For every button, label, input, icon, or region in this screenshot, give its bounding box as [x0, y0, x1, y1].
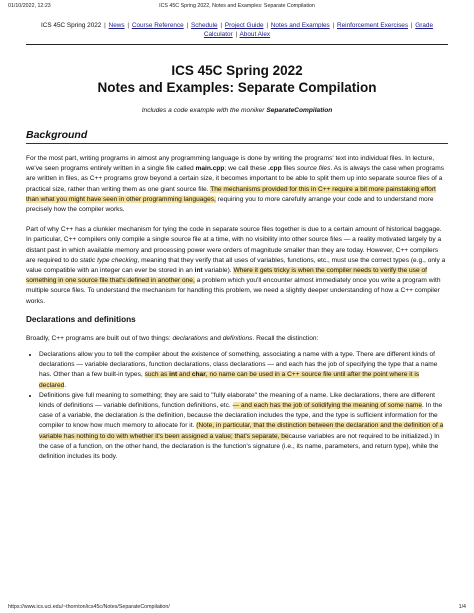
background-paragraph-1: [26, 154, 448, 215]
highlighted-text: — and each has the job of solidifying the meaning of some name: [232, 402, 423, 410]
text-run: and: [177, 371, 192, 379]
declarations-list: [26, 350, 448, 462]
text-run: cause variables are not required to be initialized.) In the case of a function, on the other hand, the declaration is the function's signature (i.e., its name, parameters, and return type), while the definition includes its body.: [39, 432, 440, 461]
code-term: char: [191, 371, 206, 379]
subtitle-moniker: SeparateCompilation: [266, 107, 333, 114]
nav-link-course-reference[interactable]: Course Reference: [131, 22, 184, 29]
text-run: Definitions give full meaning to something; they are said to "fully elaborate" the meaning of a name. Like declarations, there are different kinds of definitions — variable definitions, function definitions, etc.: [39, 391, 436, 410]
nav-link-grade-calculator[interactable]: Grade Calculator: [203, 22, 434, 38]
page-subtitle: [26, 107, 448, 114]
list-item-declarations: [39, 350, 448, 391]
background-paragraph-2: [26, 225, 448, 307]
highlighted-text: Where it gets tricky is when the compiler needs to verify the use of something in one source file that's defined in another one,: [26, 267, 427, 285]
print-header: [8, 3, 466, 9]
emphasis-term: definitions: [222, 334, 253, 342]
nav-link-about-alex[interactable]: About Alex: [239, 31, 271, 38]
print-page-number: 1/4: [458, 604, 466, 610]
text-run: Broadly, C++ programs are built out of two things:: [26, 334, 173, 342]
nav-link-project-guide[interactable]: Project Guide: [224, 22, 264, 29]
section-heading-background: Background: [26, 129, 448, 144]
print-page-title: ICS 45C Spring 2022, Notes and Examples: Separate Compilation: [159, 3, 315, 9]
text-run: , meaning that they verify that all uses of variables, functions, etc., must use the correct types (e.g., only a value compatible with an integer can ever be stored in an: [26, 256, 446, 275]
code-term: int: [169, 371, 178, 379]
list-item-definitions: [39, 391, 448, 462]
text-run: and: [208, 334, 223, 342]
nav-divider: [26, 44, 448, 45]
code-term: .cpp: [268, 165, 282, 173]
nav-link-notes-and-examples[interactable]: Notes and Examples: [270, 22, 330, 29]
emphasis-term: declarations: [172, 334, 209, 342]
nav-link-schedule[interactable]: Schedule: [190, 22, 218, 29]
text-run: . As is always the case when programs are written in files, as C++ programs grow beyond a certain size, it becomes important to be able to split them up into separate source files of a practical size, rather than writing them as one giant source file.: [26, 165, 444, 193]
page-title-line1: ICS 45C Spring 2022: [171, 63, 303, 78]
text-run: For the most part, writing programs in almost any programming language is done by writing the programs' text into individual files. In lecture, we've seen programs entirely written in a single file called: [26, 155, 435, 173]
subtitle-prefix: Includes a code example with the moniker: [141, 107, 267, 114]
print-footer: [8, 604, 466, 610]
print-datetime: 01/10/2022, 12:23: [8, 3, 51, 9]
text-run: Part of why C++ has a clunkier mechanism for tying the code in separate source files together is due to a certain amount of historical baggage. In particular, C++ compilers only compile a single source file at a time, with no visibility into other source files — a reality motivated largely by a distant past in which available memory and processing power were orders of magnitude smaller than they are today. However, C++ compilers are required to do: [26, 226, 442, 264]
declarations-intro: [26, 334, 448, 344]
text-run: requiring you to more carefully arrange your code and to understand more precisely how the compiler works.: [26, 195, 434, 214]
code-term: main.cpp: [195, 165, 225, 173]
code-term: int: [194, 267, 203, 275]
text-run: , no name can be used in a C++ source file until after the point where it is declared: [39, 371, 420, 389]
print-url: https://www.ics.uci.edu/~thornton/ics45c/Notes/SeparateCompilation/: [8, 604, 170, 610]
emphasis-term: source files: [297, 165, 331, 173]
text-run: Declarations allow you to tell the compiler about the existence of something, associating a name with a type. There are different kinds of declarations — variable declarations, function declarations, class declarations — and each has the job of specifying the type that a name has. Other than a few built-in types,: [39, 351, 438, 379]
text-run: a problem which you'll encounter almost immediately once you write a program with multiple source files. To understand the mechanism for handling this problem, we need a slightly deeper understanding of how a C++ compiler works.: [26, 277, 441, 305]
text-run: the definition, because the declaration includes the type, and the type is sufficient information for the compiler to know how much memory to allocate for it.: [39, 412, 438, 430]
text-run: . In the case of a variable, the declaration: [39, 402, 443, 420]
page-content: [26, 21, 448, 462]
course-nav: ICS 45C Spring 2022 | News | Course Reference | Schedule | Project Guide | Notes and Examples | Reinforcement Exercises | Grade Calculator | About Alex: [40, 22, 434, 38]
highlighted-text: (Note, in particular, that the distinction between the declaration and the definition of a variable has nothing to do with whether it's been assigned a value; that's separate, be: [39, 422, 444, 440]
text-run: variable).: [202, 267, 234, 275]
text-run: . Recall the distinction:: [252, 334, 319, 342]
page-title: [26, 62, 448, 96]
text-run: files: [281, 165, 298, 173]
page-title-line2: Notes and Examples: Separate Compilation: [97, 80, 377, 95]
emphasis-term: static type checking: [79, 256, 138, 264]
emphasis-term: is: [139, 412, 145, 420]
section-heading-declarations: Declarations and definitions: [26, 314, 136, 324]
nav-link-reinforcement-exercises[interactable]: Reinforcement Exercises: [336, 22, 409, 29]
text-run: ; we call these: [224, 165, 269, 173]
nav-link-news[interactable]: News: [108, 22, 125, 29]
text-run: such as: [144, 371, 170, 379]
nav-course-name: ICS 45C Spring 2022: [40, 22, 102, 29]
highlighted-text: The mechanisms provided for this in C++ require a bit more painstaking effort than what you might have seen in other programming languages,: [26, 185, 436, 203]
text-run: .: [64, 381, 67, 389]
